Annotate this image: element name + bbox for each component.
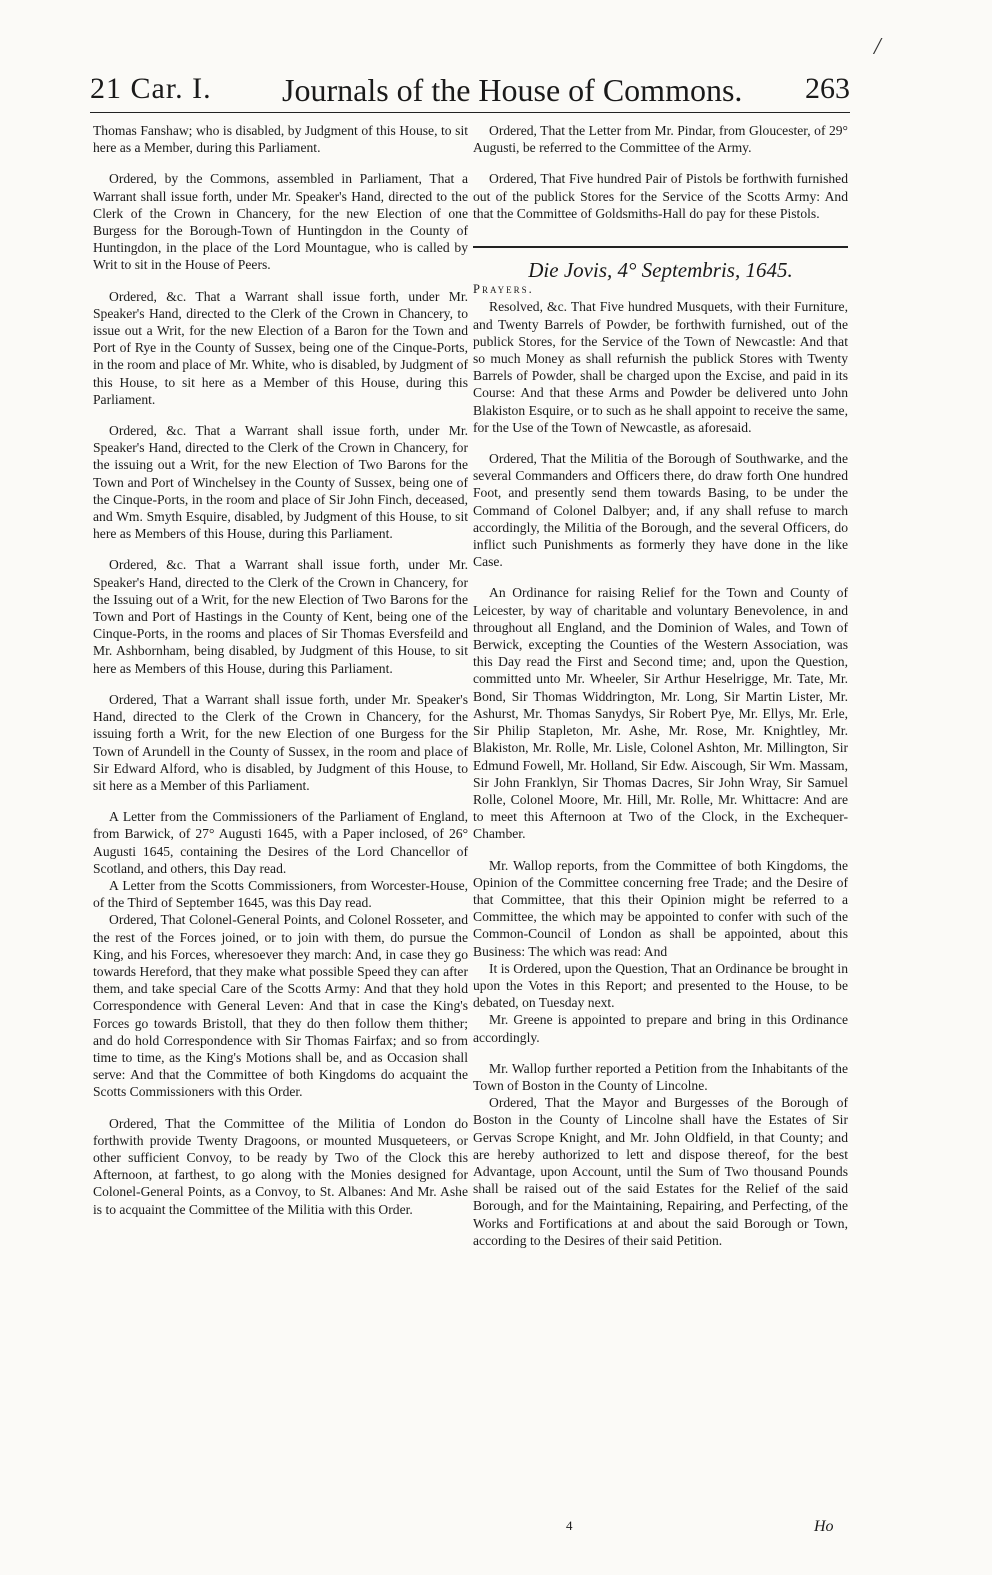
paragraph: Ordered, That the Committee of the Militia of London do forthwith provide Twenty Dragoons, or mounted Musqueteers, or other sufficient Convoy, to be ready by Two of the Clock this Afternoon, at farthest, to go along with the Monies designed for Colonel-General Points, as a Convoy, to St. Albanes: And Mr. Ashe is to acquaint the Committee of the Militia with this Order. [93,1115,468,1217]
signature-mark: 4 [566,1518,573,1533]
paragraph: Thomas Fanshaw; who is disabled, by Judgment of this House, to sit here as a Member, during this Parliament. [93,123,468,156]
paragraph: It is Ordered, upon the Question, That an Ordinance be brought in upon the Votes in this Report; and presented to the House, to be debated, on Tuesday next. [473,960,848,1011]
paragraph: Ordered, That the Letter from Mr. Pindar, from Gloucester, of 29° Augusti, be referred to the Committee of the Army. [473,123,848,156]
paragraph: Ordered, That Five hundred Pair of Pistols be forthwith furnished out of the publick Stores for the Service of the Scotts Army: And that the Committee of Goldsmiths-Hall do pay for these Pistols. [473,171,848,221]
journal-title: Journals of the House of Commons. [282,72,743,108]
section-rule [473,246,848,248]
paragraph: Mr. Greene is appointed to prepare and bring in this Ordinance accordingly. [473,1012,848,1045]
catchword: Ho [814,1518,834,1535]
date-heading: Die Jovis, 4° Septembris, 1645. [528,258,793,283]
regnal-year: 21 Car. I. [90,72,212,105]
paragraph: Ordered, That the Militia of the Borough of Southwarke, and the several Commanders and Officers there, do draw forth One hundred Foot, and presently send them towards Basing, to be under the Command of Colonel Dalbyer; and, if any shall refuse to march accordingly, the Militia of the Borough, and the several Officers, do inflict such Punishments as formerly they have done in the like Case. [473,451,848,570]
paragraph: A Letter from the Scotts Commissioners, from Worcester-House, of the Third of September 1645, was this Day read. [93,877,468,911]
page-number: 263 [805,72,850,105]
right-column [473,118,848,1263]
left-column [93,118,468,1232]
paragraph: A Letter from the Commissioners of the Parliament of England, from Barwick, of 27° Augusti 1645, with a Paper inclosed, of 26° Augusti 1645, containing the Desires of the Lord Chancellor of Scotland, and others, this Day read. [93,809,468,876]
paragraph: Mr. Wallop reports, from the Committee of both Kingdoms, the Opinion of the Committee concerning free Trade; and the Desire of that Committee, that this their Opinion might be referred to a Committee, the which may be appointed to confer with such of the Common-Council of London as shall be appointed, about this Business: The which was read: And [473,857,848,959]
paragraph: Ordered, &c. That a Warrant shall issue forth, under Mr. Speaker's Hand, directed to the Clerk of the Crown in Chancery, to issue out a Writ, for the new Election of a Baron for the Town and Port of Rye in the County of Sussex, being one of the Cinque-Ports, in the room and place of Mr. White, who is disabled, by Judgment of this House, to sit here as a Member of this House, during this Parliament. [93,288,468,407]
margin-mark: / [874,34,881,60]
paragraph: Ordered, &c. That a Warrant shall issue forth, under Mr. Speaker's Hand, directed to the Clerk of the Crown in Chancery, for the issuing out a Writ, for the new Election of Two Barons for the Town and Port of Winchelsey in the County of Sussex, being one of the Cinque-Ports, in the room and place of Sir John Finch, deceased, and Wm. Smyth Esquire, disabled, by Judgment of this House, to sit here as Members of this House, during this Parliament. [93,423,468,542]
paragraph: Ordered, by the Commons, assembled in Parliament, That a Warrant shall issue forth, under Mr. Speaker's Hand, directed to the Clerk of the Crown in Chancery, for the new Election of one Burgess for the Borough-Town of Huntingdon in the County of Huntingdon, in the place of the Lord Mountague, who is called by Writ to sit in the House of Peers. [93,171,468,273]
paragraph: Resolved, &c. That Five hundred Musquets, with their Furniture, and Twenty Barrels of Powder, be forthwith furnished, out of the publick Stores, for the Service of the Town of Newcastle: And that so much Money as shall refurnish the publick Stores with Twenty Barrels of Powder, shall be charged upon the Excise, and paid in its Course: And that these Arms and Powder be delivered unto John Blakiston Esquire, or to such as he shall appoint to receive the same, for the Use of the Town of Newcastle, as aforesaid. [473,299,848,435]
paragraph: Mr. Wallop further reported a Petition from the Inhabitants of the Town of Boston in the County of Lincolne. [473,1060,848,1093]
paragraph: Ordered, That the Mayor and Burgesses of the Borough of Boston in the County of Lincolne shall have the Estates of Sir Gervas Scrope Knight, and Mr. John Oldfield, in that County; and are hereby authorized to lett and dispose thereof, for the best Advantage, upon Account, until the Sum of Two thousand Pounds shall be raised out of the said Estates for the Relief of the said Borough, and for the Maintaining, Repairing, and Perfecting, of the Works and Fortifications at and about the said Borough or Town, according to the Desires of their said Petition. [473,1095,848,1248]
paragraph: An Ordinance for raising Relief for the Town and County of Leicester, by way of charitable and voluntary Benevolence, in and throughout all England, and the Dominion of Wales, and Town of Berwick, excepting the Counties of the Western Association, was this Day read the First and Second time; and, upon the Question, committed unto Mr. Wheeler, Sir Arthur Heselrigge, Mr. Tate, Mr. Bond, Sir Thomas Widdrington, Mr. Long, Sir Martin Lister, Mr. Ashurst, Mr. Thomas Sanydys, Sir Robert Pye, Mr. Ellys, Mr. Erle, Sir Philip Stapleton, Mr. Ashe, Mr. Rose, Mr. Knightley, Mr. Blakiston, Mr. Rolle, Mr. Lisle, Colonel Ashton, Mr. Millington, Sir Edmund Fowell, Mr. Holland, Sir Edw. Aiscough, Sir Wm. Massam, Sir John Franklyn, Sir Thomas Dacres, Sir John Wray, Sir Samuel Rolle, Colonel Moore, Mr. Hill, Mr. Rolle, Mr. Whittacre: And are to meet this Afternoon at Two of the Clock, in the Exchequer-Chamber. [473,585,848,842]
prayers-label: Prayers. [473,282,534,297]
header-rule [90,112,850,113]
paragraph: Ordered, That Colonel-General Points, and Colonel Rosseter, and the rest of the Forces joined, or to join with them, do pursue the King, and his Forces, wheresoever they march: And, in case they go towards Hereford, that they make what possible Speed they can after them, and take special Care of the Scotts Army: And that they hold Correspondence with General Leven: And that in case the King's Forces go towards Bristoll, that they do then follow them thither; and do hold Correspondence with Sir Thomas Fairfax; and so from time to time, as the King's Motions shall be, and as Occasion shall serve: And that the Committee of both Kingdoms do acquaint the Scotts Commissioners with this Order. [93,912,468,1100]
paragraph: Ordered, That a Warrant shall issue forth, under Mr. Speaker's Hand, directed to the Clerk of the Crown in Chancery, for the issuing forth a Writ, for the new Election of one Burgess for the Town of Arundell in the County of Sussex, in the room and place of Sir Edward Alford, who is disabled, by Judgment of this House, to sit here as a Member of this Parliament. [93,691,468,793]
paragraph: Ordered, &c. That a Warrant shall issue forth, under Mr. Speaker's Hand, directed to the Clerk of the Crown in Chancery, for the Issuing out of a Writ, for the new Election of Two Barons for the Town and Port of Hastings in the County of Kent, being one of the Cinque-Ports, in the rooms and places of Sir Thomas Eversfeild and Mr. Ashbornham, being disabled, by Judgment of this House, to sit here as Members of this House, during this Parliament. [93,557,468,676]
